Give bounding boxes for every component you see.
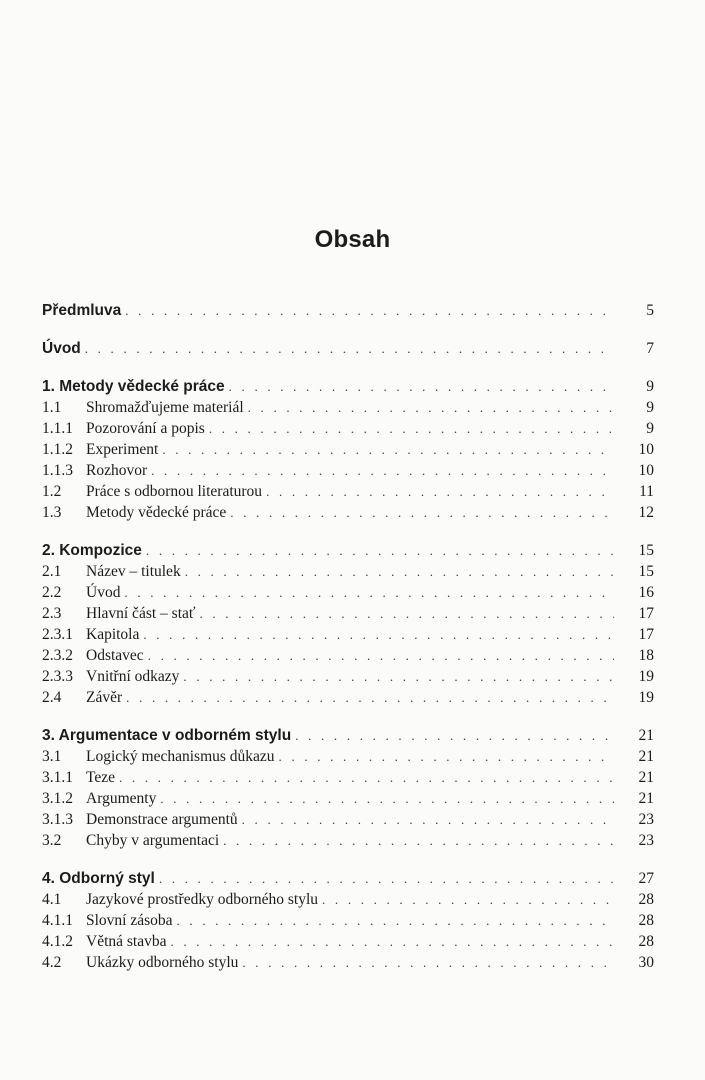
toc-page-number: 5 xyxy=(646,302,654,319)
toc-entry-label: Úvod xyxy=(42,340,81,357)
dot-leader xyxy=(322,889,614,910)
toc-section-entry[interactable] xyxy=(42,418,654,439)
toc-entry-label: Úvod xyxy=(86,584,121,601)
dot-leader xyxy=(200,603,615,624)
toc-entry-label: 4. Odborný styl xyxy=(42,870,155,887)
dot-leader xyxy=(124,582,614,603)
toc-page-number: 28 xyxy=(638,933,654,950)
toc-entry-number: 2.3.2 xyxy=(42,647,73,664)
toc-spacer xyxy=(42,321,654,338)
toc-entry-label: Argumenty xyxy=(86,790,157,807)
toc-section-entry[interactable] xyxy=(42,502,654,523)
toc-section-entry[interactable] xyxy=(42,582,654,603)
toc-entry-label: Slovní zásoba xyxy=(86,912,173,929)
toc-page-number: 21 xyxy=(638,769,654,786)
toc-page-number: 9 xyxy=(646,378,654,395)
toc-entry-number: 3.1 xyxy=(42,748,62,765)
toc-entry-number: 2.3 xyxy=(42,605,62,622)
toc-entry-number: 4.1.2 xyxy=(42,933,73,950)
toc-section-entry[interactable] xyxy=(42,809,654,830)
toc-page-number: 23 xyxy=(638,832,654,849)
toc-section-entry[interactable] xyxy=(42,910,654,931)
toc-entry-label: Chyby v argumentaci xyxy=(86,832,220,849)
toc-section-entry[interactable] xyxy=(42,645,654,666)
toc-section-entry[interactable] xyxy=(42,460,654,481)
dot-leader xyxy=(170,931,614,952)
toc-page-number: 17 xyxy=(638,626,654,643)
toc-chapter-entry[interactable] xyxy=(42,338,654,359)
toc-section-entry[interactable] xyxy=(42,767,654,788)
toc-page-number: 21 xyxy=(638,727,654,744)
page-title: Obsah xyxy=(314,226,391,253)
toc-entry-number: 3.1.1 xyxy=(42,769,73,786)
toc-page-number: 21 xyxy=(638,790,654,807)
dot-leader xyxy=(295,725,614,746)
toc-page-number: 27 xyxy=(638,870,654,887)
dot-leader xyxy=(143,624,614,645)
toc-entry-number: 4.2 xyxy=(42,954,62,971)
toc-section-entry[interactable] xyxy=(42,830,654,851)
dot-leader xyxy=(119,767,614,788)
dot-leader xyxy=(242,952,614,973)
dot-leader xyxy=(266,481,614,502)
toc-page-number: 9 xyxy=(646,420,654,437)
toc-entry-label: Kapitola xyxy=(86,626,140,643)
toc-entry-label: 2. Kompozice xyxy=(42,542,142,559)
toc-page-number: 10 xyxy=(638,441,654,458)
toc-section-entry[interactable] xyxy=(42,561,654,582)
toc-entry-number: 1.1 xyxy=(42,399,62,416)
toc-entry-number: 3.1.3 xyxy=(42,811,73,828)
dot-leader xyxy=(162,439,614,460)
toc-entry-label: Vnitřní odkazy xyxy=(86,668,180,685)
toc-entry-label: 3. Argumentace v odborném stylu xyxy=(42,727,292,744)
toc-entry-number: 1.3 xyxy=(42,504,62,521)
toc-entry-number: 3.1.2 xyxy=(42,790,73,807)
dot-leader xyxy=(229,376,614,397)
toc-entry-label: Metody vědecké práce xyxy=(86,504,227,521)
toc-page-number: 30 xyxy=(638,954,654,971)
dot-leader xyxy=(223,830,614,851)
toc-page-number: 28 xyxy=(638,891,654,908)
toc-entry-number: 3.2 xyxy=(42,832,62,849)
toc-entry-number: 1.1.3 xyxy=(42,462,73,479)
toc-page-number: 19 xyxy=(638,689,654,706)
toc-page-number: 21 xyxy=(638,748,654,765)
dot-leader xyxy=(209,418,614,439)
toc-section-entry[interactable] xyxy=(42,889,654,910)
toc-entry-label: Shromažďujeme materiál xyxy=(86,399,244,416)
dot-leader xyxy=(230,502,614,523)
toc-section-entry[interactable] xyxy=(42,931,654,952)
toc-page-number: 19 xyxy=(638,668,654,685)
toc-page-number: 17 xyxy=(638,605,654,622)
toc-page-number: 9 xyxy=(646,399,654,416)
toc-section-entry[interactable] xyxy=(42,397,654,418)
dot-leader xyxy=(148,645,614,666)
toc-section-entry[interactable] xyxy=(42,439,654,460)
toc-entry-label: Demonstrace argumentů xyxy=(86,811,238,828)
dot-leader xyxy=(146,540,614,561)
toc-spacer xyxy=(42,523,654,540)
toc-spacer xyxy=(42,359,654,376)
dot-leader xyxy=(126,687,614,708)
toc-chapter-entry[interactable] xyxy=(42,300,654,321)
toc-page-number: 11 xyxy=(639,483,654,500)
toc-page-number: 15 xyxy=(638,563,654,580)
dot-leader xyxy=(248,397,614,418)
toc-page-number: 18 xyxy=(638,647,654,664)
toc-entry-label: Teze xyxy=(86,769,116,786)
dot-leader xyxy=(125,300,614,321)
toc-section-entry[interactable] xyxy=(42,603,654,624)
toc-page-number: 7 xyxy=(646,340,654,357)
toc-entry-label: Předmluva xyxy=(42,302,122,319)
toc-entry-label: Název – titulek xyxy=(86,563,181,580)
dot-leader xyxy=(185,561,614,582)
toc-entry-number: 1.1.2 xyxy=(42,441,73,458)
toc-entry-label: Závěr xyxy=(86,689,123,706)
dot-leader xyxy=(159,868,614,889)
toc-entry-number: 1.2 xyxy=(42,483,62,500)
dot-leader xyxy=(151,460,614,481)
toc-entry-number: 2.4 xyxy=(42,689,62,706)
toc-entry-number: 2.2 xyxy=(42,584,62,601)
toc-entry-number: 2.3.1 xyxy=(42,626,73,643)
toc-section-entry[interactable] xyxy=(42,952,654,973)
toc-entry-label: Logický mechanismus důkazu xyxy=(86,748,275,765)
toc-entry-label: 1. Metody vědecké práce xyxy=(42,378,225,395)
toc-entry-number: 2.3.3 xyxy=(42,668,73,685)
toc-chapter-entry[interactable] xyxy=(42,868,654,889)
toc-page-number: 12 xyxy=(638,504,654,521)
toc-entry-number: 4.1 xyxy=(42,891,62,908)
toc-entry-number: 2.1 xyxy=(42,563,62,580)
toc-section-entry[interactable] xyxy=(42,624,654,645)
toc-entry-label: Rozhovor xyxy=(86,462,148,479)
dot-leader xyxy=(279,746,614,767)
table-of-contents xyxy=(42,300,654,973)
toc-chapter-entry[interactable] xyxy=(42,725,654,746)
toc-entry-label: Větná stavba xyxy=(86,933,167,950)
toc-entry-label: Experiment xyxy=(86,441,159,458)
toc-section-entry[interactable] xyxy=(42,687,654,708)
toc-page-number: 10 xyxy=(638,462,654,479)
toc-entry-number: 4.1.1 xyxy=(42,912,73,929)
toc-page-number: 28 xyxy=(638,912,654,929)
dot-leader xyxy=(177,910,614,931)
toc-entry-label: Jazykové prostředky odborného stylu xyxy=(86,891,319,908)
toc-chapter-entry[interactable] xyxy=(42,376,654,397)
toc-entry-number: 1.1.1 xyxy=(42,420,73,437)
toc-section-entry[interactable] xyxy=(42,788,654,809)
dot-leader xyxy=(85,338,614,359)
toc-spacer xyxy=(42,708,654,725)
toc-page-number: 16 xyxy=(638,584,654,601)
dot-leader xyxy=(242,809,614,830)
toc-entry-label: Pozorování a popis xyxy=(86,420,205,437)
toc-section-entry[interactable] xyxy=(42,481,654,502)
toc-entry-label: Ukázky odborného stylu xyxy=(86,954,239,971)
toc-entry-label: Práce s odbornou literaturou xyxy=(86,483,263,500)
toc-spacer xyxy=(42,851,654,868)
toc-entry-label: Odstavec xyxy=(86,647,144,664)
toc-chapter-entry[interactable] xyxy=(42,540,654,561)
toc-section-entry[interactable] xyxy=(42,666,654,687)
dot-leader xyxy=(160,788,614,809)
toc-page-number: 23 xyxy=(638,811,654,828)
toc-section-entry[interactable] xyxy=(42,746,654,767)
toc-entry-label: Hlavní část – stať xyxy=(86,605,196,622)
toc-page-number: 15 xyxy=(638,542,654,559)
dot-leader xyxy=(183,666,614,687)
